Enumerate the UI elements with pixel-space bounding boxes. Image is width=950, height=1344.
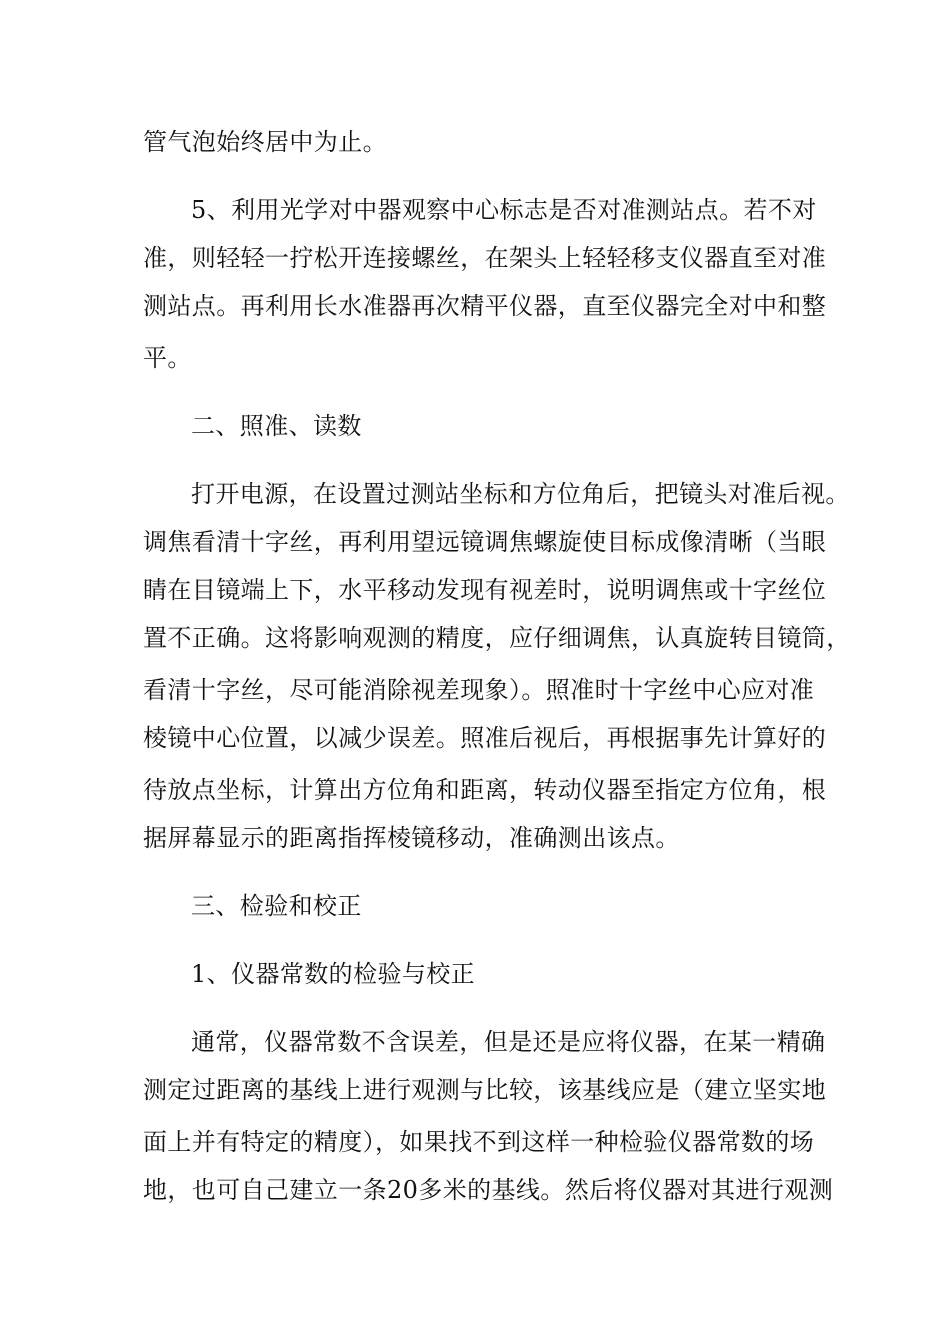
text-line: 棱镜中心位置，以减少误差。照准后视后，再根据事先计算好的 xyxy=(143,724,827,752)
paragraph-start: 打开电源，在设置过测站坐标和方位角后，把镜头对准后视。 xyxy=(191,480,850,508)
text-line: 面上并有特定的精度），如果找不到这样一种检验仪器常数的场 xyxy=(143,1128,815,1156)
text-line: 待放点坐标，计算出方位角和距离，转动仪器至指定方位角，根 xyxy=(143,776,827,804)
text-line: 平。 xyxy=(143,344,192,372)
section-heading-2: 二、照准、读数 xyxy=(191,412,362,440)
text-line: 据屏幕显示的距离指挥棱镜移动，准确测出该点。 xyxy=(143,824,680,852)
text-line: 管气泡始终居中为止。 xyxy=(143,128,387,156)
text-line: 调焦看清十字丝，再利用望远镜调焦螺旋使目标成像清晰（当眼 xyxy=(143,528,827,556)
section-heading-3: 三、检验和校正 xyxy=(191,892,362,920)
text-line: 看清十字丝，尽可能消除视差现象）。照准时十字丝中心应对准 xyxy=(143,676,815,704)
text-line: 准，则轻轻一拧松开连接螺丝，在架头上轻轻移支仪器直至对准 xyxy=(143,244,827,272)
text-line: 置不正确。这将影响观测的精度，应仔细调焦，认真旋转目镜筒， xyxy=(143,624,851,652)
paragraph-start: 通常，仪器常数不含误差，但是还是应将仪器，在某一精确 xyxy=(191,1028,826,1056)
text-line: 测站点。再利用长水准器再次精平仪器，直至仪器完全对中和整 xyxy=(143,292,827,320)
text-line: 地，也可自己建立一条20多米的基线。然后将仪器对其进行观测 xyxy=(143,1176,834,1204)
text-line: 测定过距离的基线上进行观测与比较，该基线应是（建立坚实地 xyxy=(143,1076,827,1104)
text-line: 睛在目镜端上下，水平移动发现有视差时，说明调焦或十字丝位 xyxy=(143,576,827,604)
list-item-5: 5、利用光学对中器观察中心标志是否对准测站点。若不对 xyxy=(191,196,817,224)
subsection-heading-1: 1、仪器常数的检验与校正 xyxy=(191,960,476,988)
